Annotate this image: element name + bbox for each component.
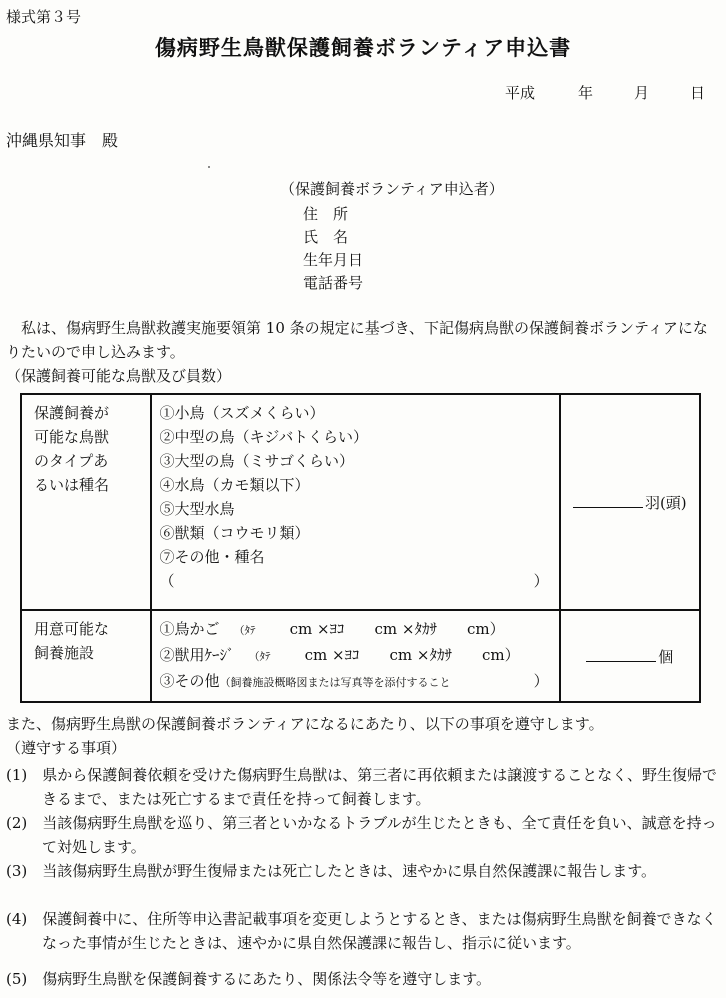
list-item: ⑥獣類（コウモリ類） (159, 524, 310, 542)
date-era: 平成 (505, 84, 536, 102)
quantity-blank[interactable] (573, 495, 643, 508)
item-label: ①鳥かご (159, 620, 220, 638)
item-label: ②獣用ｹｰｼﾞ (159, 646, 235, 664)
paren-close: ） (533, 572, 549, 590)
list-item: ⑤大型水鳥 (159, 500, 235, 518)
category-line: 飼養施設 (34, 644, 95, 662)
observance-item-3: (3) 当該傷病野生鳥獣が野生復帰または死亡したときは、速やかに県自然保護課に報告します。 (6, 862, 657, 880)
scan-speck (208, 166, 210, 168)
date-year: 年 (578, 84, 594, 102)
category-line: 可能な鳥獣 (34, 428, 110, 446)
species-table (20, 393, 701, 703)
list-item: ③大型の鳥（ミサゴくらい） (159, 452, 354, 470)
dim-width: cm ×ﾖｺ (304, 646, 360, 664)
dim-depth: cm ×ﾀｶｻ (389, 646, 452, 664)
category-line: 保護飼養が (34, 404, 110, 422)
dim-close: cm） (467, 620, 505, 638)
dim-width: cm ×ﾖｺ (289, 620, 345, 638)
table-caption: （保護飼養可能な鳥獣及び員数） (6, 367, 232, 385)
table-row (21, 394, 700, 610)
facility-list-cell (151, 610, 560, 702)
applicant-field-birthdate: 生年月日 (303, 251, 364, 269)
quantity-cell (560, 610, 700, 702)
date-month: 月 (634, 84, 650, 102)
applicant-heading: （保護飼養ボランティア申込者） (280, 180, 504, 198)
applicant-field-address: 住 所 (303, 205, 349, 223)
item-label: ③その他 (159, 672, 220, 690)
quantity-cell (560, 394, 700, 610)
unit-label: 個 (658, 647, 674, 666)
list-item (160, 669, 559, 695)
dim-height: （ﾀﾃ (233, 624, 256, 637)
species-list-cell (151, 394, 560, 610)
table-row (21, 610, 700, 702)
form-number: 様式第３号 (6, 8, 82, 26)
paren-close: ） (533, 672, 549, 690)
date-day: 日 (690, 84, 706, 102)
observance-item-2: (2) 当該傷病野生鳥獣を巡り、第三者といかなるトラブルが生じたときも、全て責任を負い、誠意を持って対処します。 (6, 814, 717, 856)
observance-heading: （遵守する事項） (6, 739, 127, 757)
quantity-blank[interactable] (586, 649, 656, 662)
applicant-field-phone: 電話番号 (303, 274, 364, 292)
category-cell (21, 610, 151, 702)
observance-intro: また、傷病野生鳥獣の保護飼養ボランティアになるにあたり、以下の事項を遵守します。 (6, 715, 604, 733)
addressee: 沖縄県知事 殿 (6, 131, 119, 150)
observance-item-4: (4) 保護飼養中に、住所等申込書記載事項を変更しようとするとき、または傷病野生鳥獣を飼養できなくなった事情が生じたときは、速やかに県自然保護課に報告し、指示に従います。 (6, 910, 717, 952)
list-item: ②中型の鳥（キジバトくらい） (159, 428, 369, 446)
species-name-blank[interactable] (160, 569, 559, 593)
list-item: ⑦その他・種名 (159, 548, 265, 566)
category-line: 用意可能な (34, 620, 110, 638)
item-note: （飼養施設概略図または写真等を添付すること (219, 676, 451, 689)
intro-paragraph: 私は、傷病野生鳥獣救護実施要領第 10 条の規定に基づき、下記傷病鳥獣の保護飼養ボランティアになりたいので申し込みます。 (6, 319, 708, 361)
list-item: ①小鳥（スズメくらい） (159, 404, 325, 422)
observance-item-1: (1) 県から保護飼養依頼を受けた傷病野生鳥獣は、第三者に再依頼または譲渡することなく、野生復帰できるまで、または死亡するまで責任を持って飼養します。 (6, 766, 717, 808)
observance-item-5: (5) 傷病野生鳥獣を保護飼養するにあたり、関係法令等を遵守します。 (6, 970, 492, 988)
list-item: ④水鳥（カモ類以下） (159, 476, 310, 494)
list-item (160, 617, 559, 643)
paren-open: （ (159, 572, 175, 590)
unit-label: 羽(頭) (644, 493, 687, 512)
dim-close: cm） (482, 646, 520, 664)
applicant-field-name: 氏 名 (303, 228, 349, 246)
dim-height: （ﾀﾃ (248, 650, 271, 663)
category-line: のタイプあ (34, 452, 109, 470)
dim-depth: cm ×ﾀｶｻ (374, 620, 437, 638)
category-cell (21, 394, 151, 610)
list-item (160, 643, 559, 669)
category-line: るいは種名 (34, 476, 110, 494)
page-title: 傷病野生鳥獣保護飼養ボランティア申込書 (154, 35, 572, 60)
